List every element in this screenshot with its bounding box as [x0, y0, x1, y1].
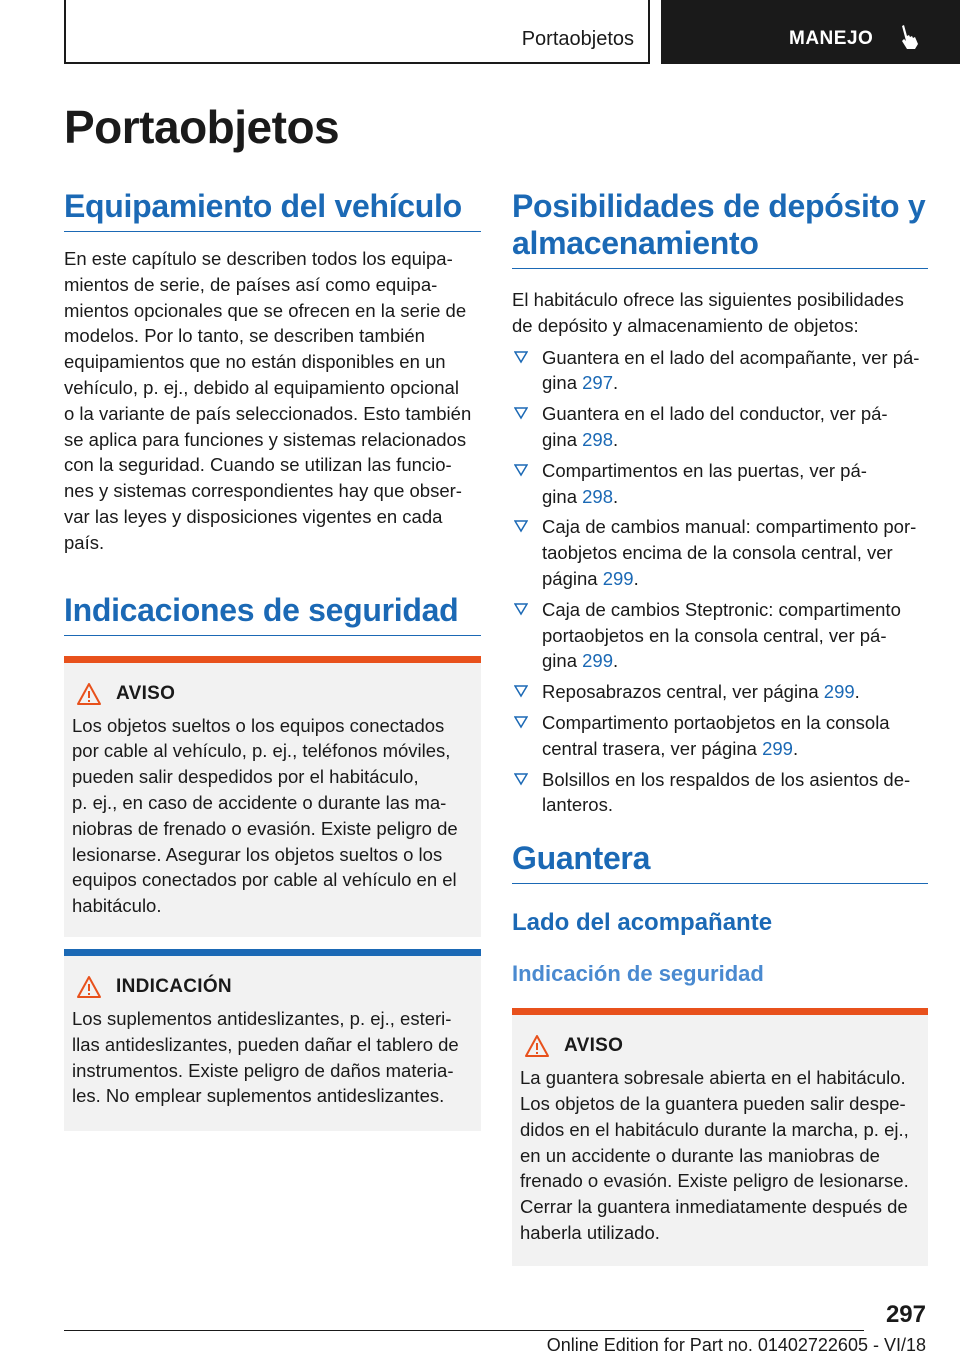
page-link[interactable]: 298	[582, 428, 613, 450]
list-item-text: gina	[542, 428, 583, 450]
right-column	[512, 188, 928, 1266]
subheading-safety-note: Indicación de seguridad	[512, 961, 764, 987]
list-item-text: Reposabrazos central, ver página	[542, 681, 824, 703]
page-title: Portaobjetos	[64, 101, 340, 153]
warning-box	[64, 656, 481, 937]
footer-divider	[64, 1330, 864, 1331]
text-line: instrumentos. Existe peligro de daños materia-	[72, 1059, 454, 1081]
bullet-triangle-icon	[514, 715, 528, 729]
punctuation: .	[854, 681, 860, 703]
bullet-triangle-icon	[514, 350, 528, 364]
text-line: La guantera sobresale abierta en el habitáculo.	[520, 1067, 906, 1089]
text-line: por cable al vehículo, p. ej., teléfonos móviles,	[72, 740, 451, 762]
page-link[interactable]: 299	[823, 681, 855, 703]
bullet-triangle-icon	[514, 406, 528, 420]
list-item-text: Guantera en el lado del acompañante, ver pá-	[542, 346, 920, 368]
text-line: se aplica para funciones y sistemas relacionados	[64, 428, 467, 450]
text-line: lesionarse. Asegurar los objetos sueltos o los	[72, 843, 443, 865]
warning-triangle-icon	[76, 975, 102, 999]
text-line: mientos de serie, de países así como equipa-	[64, 273, 438, 295]
punctuation: .	[613, 485, 619, 507]
list-item-text: Compartimentos en las puertas, ver pá-	[542, 459, 867, 481]
list-item-text: Caja de cambios manual: compartimento por-	[542, 516, 917, 538]
list-item	[512, 458, 928, 510]
section-header-box	[64, 0, 650, 64]
text-line: de depósito y almacenamiento de objetos:	[512, 314, 859, 336]
note-text	[72, 1006, 473, 1109]
section-heading-equipment: Equipamiento del vehículo	[64, 188, 481, 232]
storage-intro	[512, 287, 928, 339]
text-line: frenado o evasión. Existe peligro de lesionarse.	[520, 1170, 909, 1192]
list-item	[512, 401, 928, 453]
warning-box	[512, 1008, 928, 1266]
text-line: país.	[64, 531, 105, 553]
text-line: Cerrar la guantera inmediatamente después de	[520, 1196, 908, 1218]
text-line: En este capítulo se describen todos los equipa-	[64, 248, 453, 269]
text-line: llas antideslizantes, pueden dañar el tablero de	[72, 1033, 459, 1055]
heading-line: Posibilidades de depósito y	[512, 188, 926, 224]
list-item-text: taobjetos encima de la consola central, ver	[542, 542, 893, 564]
note-title: INDICACIÓN	[116, 975, 232, 997]
section-heading-glovebox: Guantera	[512, 840, 928, 884]
edition-footer: Online Edition for Part no. 01402722605 - VI/18	[546, 1335, 926, 1355]
list-item-text: página	[542, 567, 603, 589]
note-box	[64, 949, 481, 1131]
punctuation: .	[792, 737, 799, 759]
note-header	[72, 972, 473, 1002]
bullet-triangle-icon	[514, 519, 528, 533]
page-link[interactable]: 298	[582, 485, 613, 507]
page-header	[0, 0, 960, 66]
text-line: nes y sistemas correspondientes hay que obser-	[64, 480, 462, 502]
text-line: habitáculo.	[72, 895, 162, 917]
text-line: modelos. Por lo tanto, se describen también	[64, 325, 425, 347]
list-item	[512, 679, 928, 705]
warning-text	[72, 713, 473, 919]
list-item-text: gina	[542, 485, 583, 507]
bullet-triangle-icon	[514, 684, 528, 698]
text-line: en un accidente o durante las maniobras de	[520, 1144, 880, 1166]
list-item-text: gina	[542, 372, 583, 394]
punctuation: .	[613, 372, 619, 394]
subheading-passenger-side: Lado del acompañante	[512, 909, 773, 937]
list-item-text: Caja de cambios Steptronic: compartimento	[542, 598, 901, 620]
left-column	[64, 188, 481, 1131]
list-item	[512, 345, 928, 397]
page-link[interactable]: 299	[582, 650, 613, 672]
text-line: vehículo, p. ej., debido al equipamiento opcional	[64, 376, 459, 398]
text-line: mientos opcionales que se ofrecen en la serie de	[64, 299, 467, 321]
text-line: var las leyes y disposiciones vigentes en cada	[64, 505, 443, 527]
bullet-triangle-icon	[514, 772, 528, 786]
list-item-text: Bolsillos en los respaldos de los asientos de-	[542, 768, 911, 790]
bullet-triangle-icon	[514, 463, 528, 477]
text-line: niobras de frenado o evasión. Existe peligro de	[72, 817, 458, 839]
text-line: con la seguridad. Cuando se utilizan las funcio-	[64, 454, 452, 476]
text-line: equipamientos que no están disponibles en un	[64, 351, 446, 373]
heading-line: almacenamiento	[512, 225, 759, 261]
list-item-text: central trasera, ver página	[542, 737, 763, 759]
section-heading-safety: Indicaciones de seguridad	[64, 592, 481, 636]
warning-text	[520, 1065, 920, 1246]
punctuation: .	[613, 428, 619, 450]
text-line: o la variante de país seleccionados. Esto también	[64, 402, 472, 424]
list-item-text: gina	[542, 650, 583, 672]
list-item-text: portaobjetos en la consola central, ver pá-	[542, 624, 887, 646]
punctuation: .	[633, 567, 639, 589]
page-link[interactable]: 297	[582, 372, 613, 394]
text-line: didos en el habitáculo durante la marcha, p. ej.,	[520, 1118, 909, 1140]
warning-triangle-icon	[76, 682, 102, 706]
chapter-label: MANEJO	[789, 28, 874, 49]
equipment-paragraph	[64, 246, 481, 556]
storage-list	[512, 345, 928, 819]
list-item	[512, 710, 928, 762]
page-link[interactable]: 299	[602, 567, 634, 589]
warning-title: AVISO	[116, 682, 176, 704]
warning-title: AVISO	[564, 1035, 624, 1057]
text-line: El habitáculo ofrece las siguientes posibilidades	[512, 289, 904, 310]
list-item-text: lanteros.	[542, 794, 613, 816]
bullet-triangle-icon	[514, 602, 528, 616]
section-heading-storage	[512, 188, 928, 269]
text-line: p. ej., en caso de accidente o durante las ma-	[72, 791, 447, 813]
text-line: Los objetos sueltos o los equipos conectados	[72, 714, 445, 736]
page-link[interactable]: 299	[762, 737, 793, 759]
warning-header	[520, 1031, 920, 1061]
warning-header	[72, 679, 473, 709]
list-item-text: Guantera en el lado del conductor, ver pá-	[542, 403, 888, 425]
text-line: Los suplementos antideslizantes, p. ej., esteri-	[72, 1007, 452, 1029]
punctuation: .	[613, 650, 619, 672]
text-line: equipos conectados por cable al vehículo en el	[72, 869, 457, 891]
text-line: haberla utilizado.	[520, 1221, 660, 1243]
warning-triangle-icon	[524, 1034, 550, 1058]
list-item	[512, 597, 928, 674]
chapter-tab[interactable]	[661, 0, 960, 64]
hand-pointing-icon	[899, 24, 921, 50]
text-line: les. No emplear suplementos antideslizantes.	[72, 1085, 445, 1107]
section-name: Portaobjetos	[521, 28, 634, 50]
list-item-text: Compartimento portaobjetos en la consola	[542, 711, 890, 733]
text-line: Los objetos de la guantera pueden salir despe-	[520, 1092, 906, 1114]
list-item	[512, 767, 928, 819]
page-number: 297	[885, 1301, 926, 1328]
text-line: pueden salir despedidos por el habitáculo,	[72, 766, 419, 788]
list-item	[512, 514, 928, 591]
